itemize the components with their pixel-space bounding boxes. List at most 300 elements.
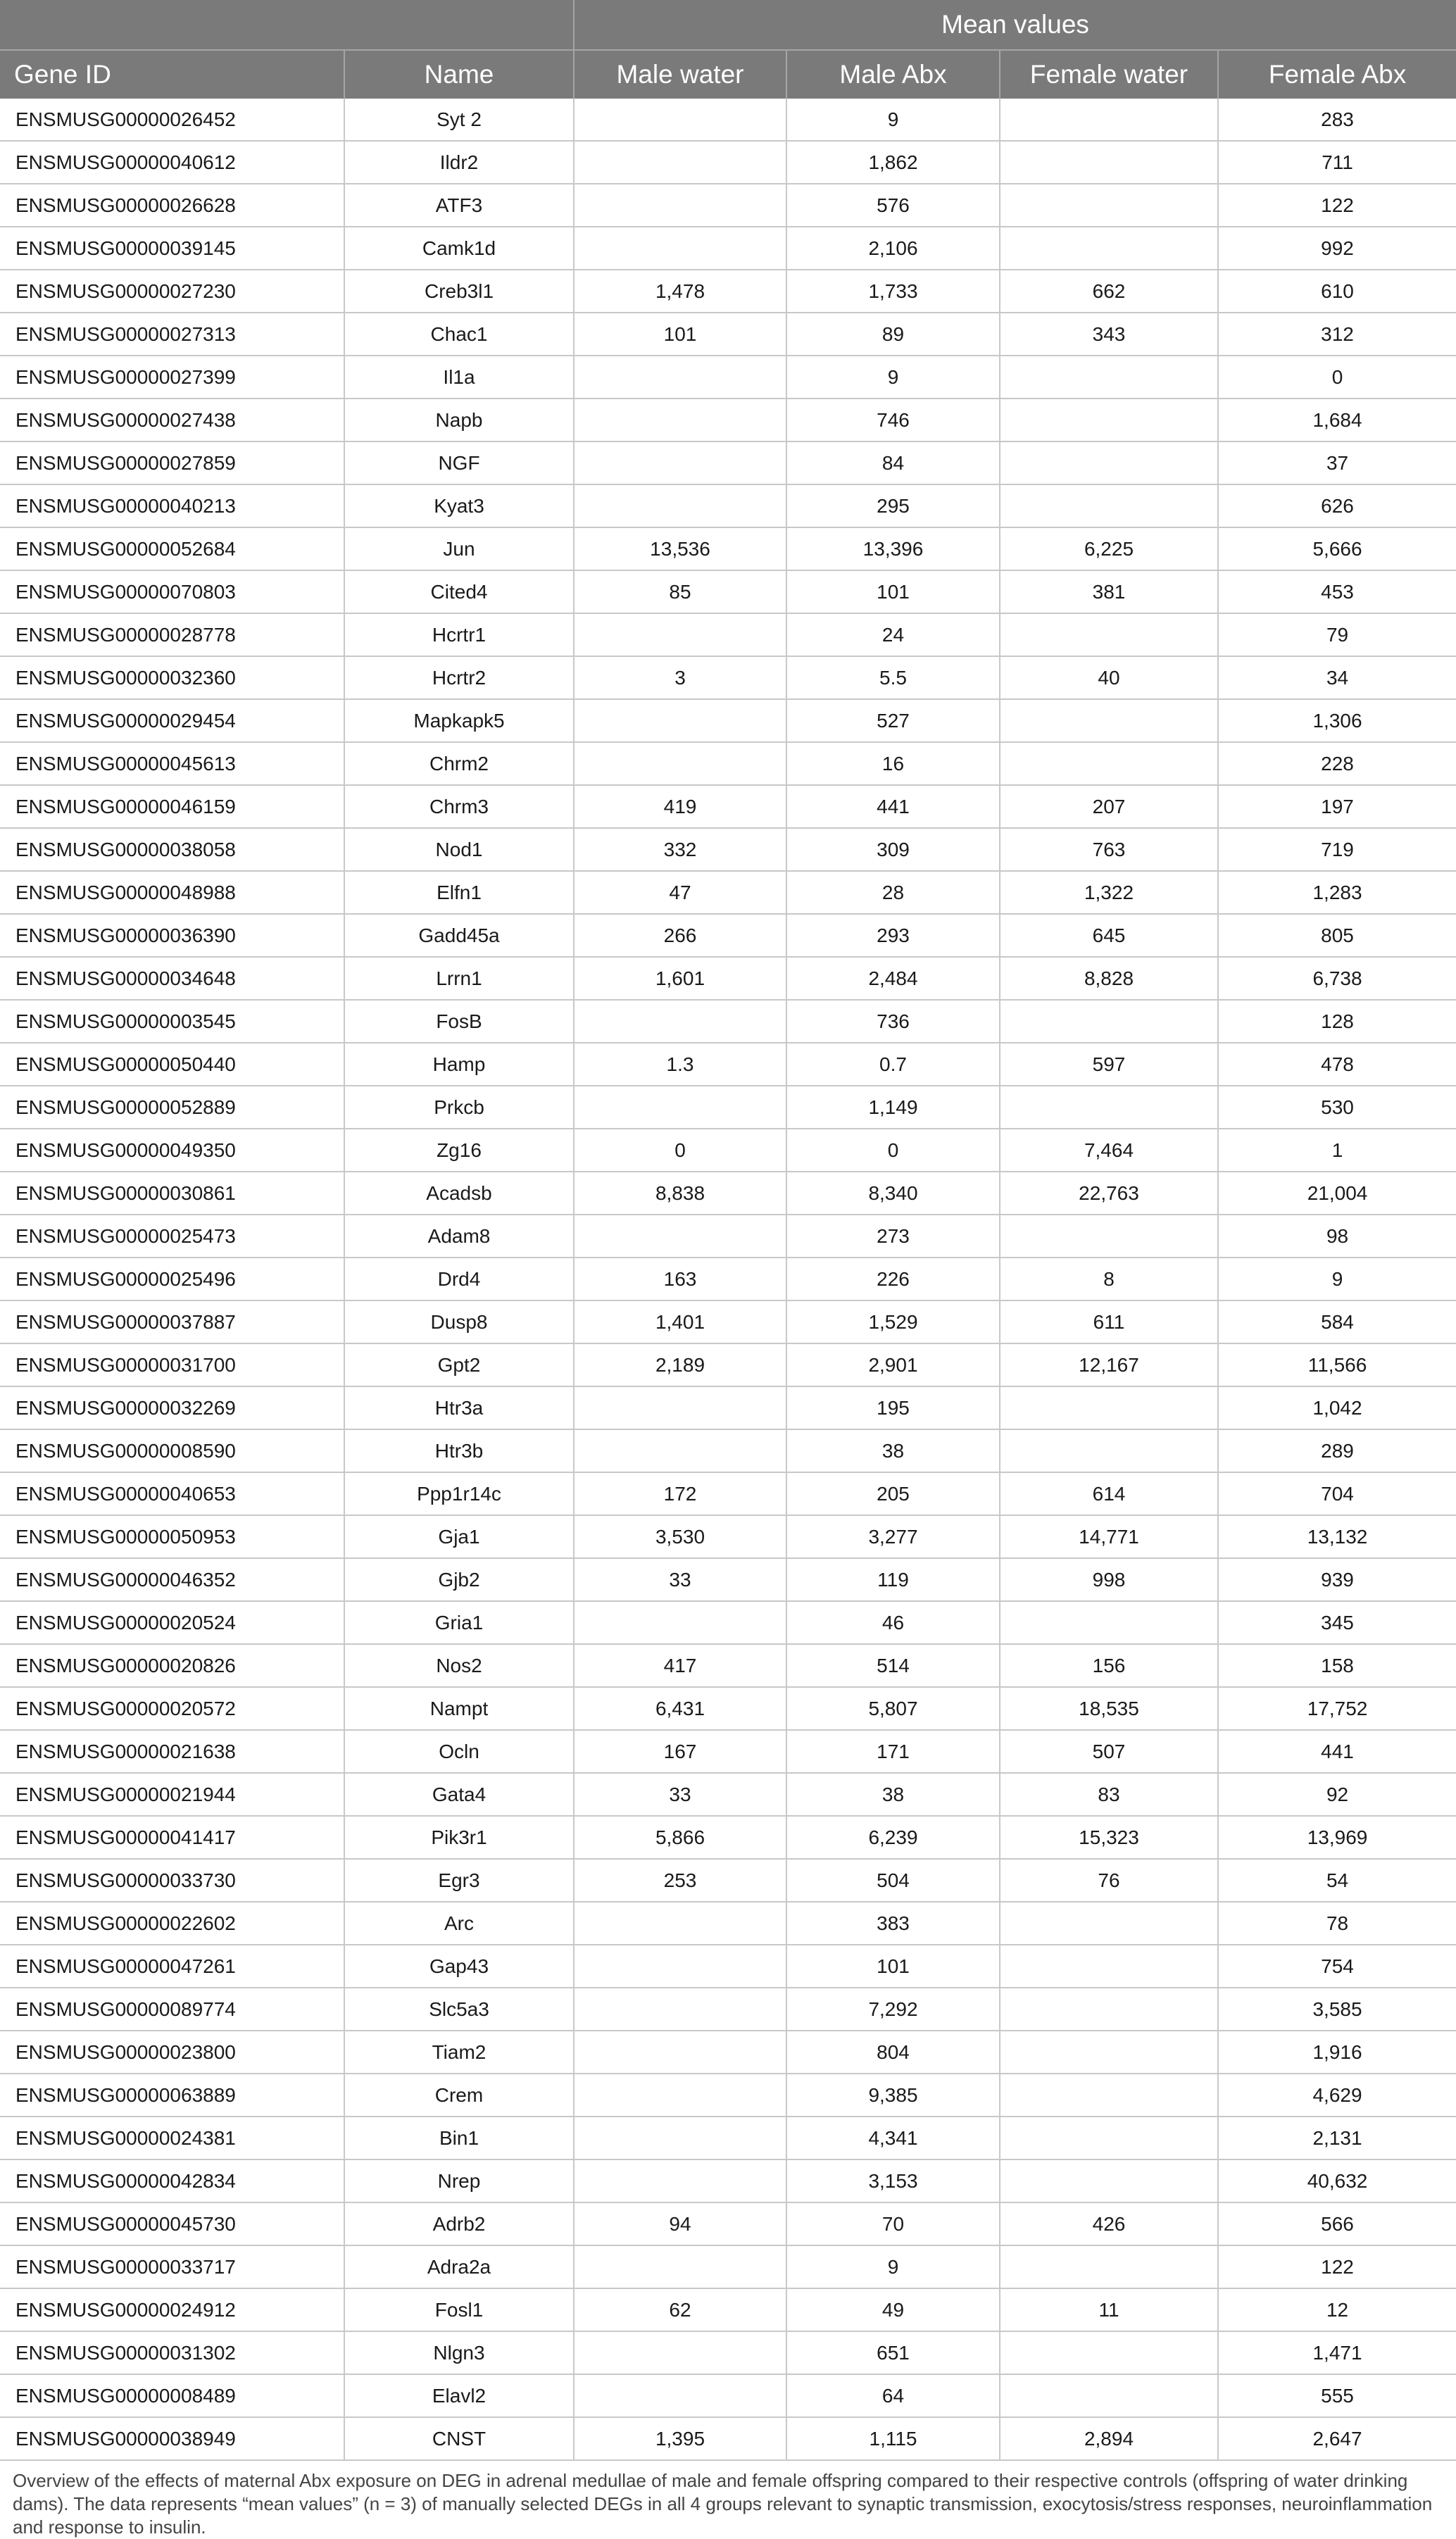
female-water-cell: 1,322 xyxy=(1000,871,1218,914)
gene-id-cell: ENSMUSG00000026628 xyxy=(0,184,344,227)
male-abx-cell: 101 xyxy=(786,1945,1000,1988)
gene-id-cell: ENSMUSG00000032360 xyxy=(0,656,344,699)
male-abx-cell: 2,484 xyxy=(786,957,1000,1000)
female-abx-cell: 1,684 xyxy=(1218,399,1456,441)
gene-id-cell: ENSMUSG00000034648 xyxy=(0,957,344,1000)
female-abx-cell: 555 xyxy=(1218,2374,1456,2417)
female-abx-cell: 566 xyxy=(1218,2202,1456,2245)
gene-id-cell: ENSMUSG00000020524 xyxy=(0,1601,344,1644)
name-cell: Gria1 xyxy=(344,1601,574,1644)
male-water-cell xyxy=(574,227,786,270)
male-abx-cell: 49 xyxy=(786,2288,1000,2331)
male-water-cell xyxy=(574,399,786,441)
name-cell: Kyat3 xyxy=(344,484,574,527)
gene-id-cell: ENSMUSG00000020826 xyxy=(0,1644,344,1687)
female-abx-cell: 34 xyxy=(1218,656,1456,699)
group-header-row xyxy=(0,0,1456,50)
female-abx-cell: 0 xyxy=(1218,356,1456,399)
male-abx-cell: 38 xyxy=(786,1429,1000,1472)
female-water-cell xyxy=(1000,1988,1218,2031)
gene-id-cell: ENSMUSG00000050953 xyxy=(0,1515,344,1558)
male-water-cell: 1,401 xyxy=(574,1300,786,1343)
male-water-cell xyxy=(574,1945,786,1988)
female-water-cell xyxy=(1000,356,1218,399)
female-abx-cell: 78 xyxy=(1218,1902,1456,1945)
female-abx-cell: 158 xyxy=(1218,1644,1456,1687)
table-header xyxy=(0,0,1456,99)
male-water-cell: 1.3 xyxy=(574,1043,786,1086)
name-cell: Ocln xyxy=(344,1730,574,1773)
gene-id-cell: ENSMUSG00000022602 xyxy=(0,1902,344,1945)
female-water-cell xyxy=(1000,699,1218,742)
male-water-cell: 1,478 xyxy=(574,270,786,313)
male-abx-cell: 0.7 xyxy=(786,1043,1000,1086)
male-abx-cell: 273 xyxy=(786,1215,1000,1258)
male-water-cell: 101 xyxy=(574,313,786,356)
female-abx-cell: 719 xyxy=(1218,828,1456,871)
gene-id-cell: ENSMUSG00000029454 xyxy=(0,699,344,742)
table-row xyxy=(0,699,1456,742)
female-water-cell: 12,167 xyxy=(1000,1343,1218,1386)
male-water-cell xyxy=(574,141,786,184)
female-abx-cell: 939 xyxy=(1218,1558,1456,1601)
female-abx-cell: 11,566 xyxy=(1218,1343,1456,1386)
name-cell: Pik3r1 xyxy=(344,1816,574,1859)
column-header-female-water: Female water xyxy=(1000,50,1218,99)
female-abx-cell: 197 xyxy=(1218,785,1456,828)
gene-id-cell: ENSMUSG00000008590 xyxy=(0,1429,344,1472)
male-abx-cell: 2,901 xyxy=(786,1343,1000,1386)
male-water-cell xyxy=(574,1086,786,1129)
gene-id-cell: ENSMUSG00000027399 xyxy=(0,356,344,399)
male-water-cell: 253 xyxy=(574,1859,786,1902)
gene-id-cell: ENSMUSG00000052889 xyxy=(0,1086,344,1129)
name-cell: Ildr2 xyxy=(344,141,574,184)
male-abx-cell: 171 xyxy=(786,1730,1000,1773)
female-water-cell xyxy=(1000,1429,1218,1472)
male-abx-cell: 46 xyxy=(786,1601,1000,1644)
name-cell: Drd4 xyxy=(344,1258,574,1300)
male-abx-cell: 3,277 xyxy=(786,1515,1000,1558)
column-header-male-abx: Male Abx xyxy=(786,50,1000,99)
female-water-cell: 11 xyxy=(1000,2288,1218,2331)
gene-id-cell: ENSMUSG00000045730 xyxy=(0,2202,344,2245)
table-row xyxy=(0,2074,1456,2117)
male-water-cell xyxy=(574,1215,786,1258)
table-row xyxy=(0,1343,1456,1386)
table-row xyxy=(0,1172,1456,1215)
female-abx-cell: 312 xyxy=(1218,313,1456,356)
gene-id-cell: ENSMUSG00000023800 xyxy=(0,2031,344,2074)
male-abx-cell: 1,115 xyxy=(786,2417,1000,2460)
table-row xyxy=(0,2031,1456,2074)
gene-id-cell: ENSMUSG00000033730 xyxy=(0,1859,344,1902)
male-abx-cell: 0 xyxy=(786,1129,1000,1172)
table-row xyxy=(0,313,1456,356)
female-water-cell xyxy=(1000,2074,1218,2117)
female-water-cell: 8 xyxy=(1000,1258,1218,1300)
female-abx-cell: 345 xyxy=(1218,1601,1456,1644)
male-abx-cell: 383 xyxy=(786,1902,1000,1945)
male-abx-cell: 527 xyxy=(786,699,1000,742)
name-cell: Arc xyxy=(344,1902,574,1945)
female-water-cell: 426 xyxy=(1000,2202,1218,2245)
name-cell: Bin1 xyxy=(344,2117,574,2159)
female-water-cell: 6,225 xyxy=(1000,527,1218,570)
name-cell: Gadd45a xyxy=(344,914,574,957)
gene-id-cell: ENSMUSG00000040653 xyxy=(0,1472,344,1515)
male-water-cell xyxy=(574,2331,786,2374)
male-abx-cell: 6,239 xyxy=(786,1816,1000,1859)
name-cell: Acadsb xyxy=(344,1172,574,1215)
gene-id-cell: ENSMUSG00000028778 xyxy=(0,613,344,656)
female-abx-cell: 626 xyxy=(1218,484,1456,527)
name-cell: Gpt2 xyxy=(344,1343,574,1386)
gene-id-cell: ENSMUSG00000025473 xyxy=(0,1215,344,1258)
male-water-cell xyxy=(574,2159,786,2202)
table-row xyxy=(0,1945,1456,1988)
table-row xyxy=(0,871,1456,914)
table-row xyxy=(0,1215,1456,1258)
table-row xyxy=(0,2374,1456,2417)
female-abx-cell: 1,471 xyxy=(1218,2331,1456,2374)
male-abx-cell: 293 xyxy=(786,914,1000,957)
female-abx-cell: 453 xyxy=(1218,570,1456,613)
table-row xyxy=(0,1601,1456,1644)
gene-id-cell: ENSMUSG00000036390 xyxy=(0,914,344,957)
name-cell: NGF xyxy=(344,441,574,484)
gene-id-cell: ENSMUSG00000049350 xyxy=(0,1129,344,1172)
female-water-cell: 18,535 xyxy=(1000,1687,1218,1730)
table-row xyxy=(0,2417,1456,2460)
male-abx-cell: 64 xyxy=(786,2374,1000,2417)
male-water-cell xyxy=(574,1988,786,2031)
male-water-cell xyxy=(574,356,786,399)
table-row xyxy=(0,527,1456,570)
name-cell: Ppp1r14c xyxy=(344,1472,574,1515)
male-abx-cell: 101 xyxy=(786,570,1000,613)
male-abx-cell: 9,385 xyxy=(786,2074,1000,2117)
male-abx-cell: 1,529 xyxy=(786,1300,1000,1343)
gene-id-cell: ENSMUSG00000027313 xyxy=(0,313,344,356)
female-abx-cell: 13,132 xyxy=(1218,1515,1456,1558)
table-row xyxy=(0,957,1456,1000)
male-water-cell: 3 xyxy=(574,656,786,699)
male-abx-cell: 226 xyxy=(786,1258,1000,1300)
female-water-cell: 662 xyxy=(1000,270,1218,313)
gene-id-cell: ENSMUSG00000070803 xyxy=(0,570,344,613)
female-water-cell xyxy=(1000,2159,1218,2202)
table-row xyxy=(0,1687,1456,1730)
male-water-cell xyxy=(574,1902,786,1945)
name-cell: Egr3 xyxy=(344,1859,574,1902)
female-water-cell xyxy=(1000,2031,1218,2074)
name-cell: Zg16 xyxy=(344,1129,574,1172)
gene-id-cell: ENSMUSG00000024381 xyxy=(0,2117,344,2159)
column-header-female-abx: Female Abx xyxy=(1218,50,1456,99)
gene-id-cell: ENSMUSG00000038949 xyxy=(0,2417,344,2460)
name-cell: Cited4 xyxy=(344,570,574,613)
table-row xyxy=(0,2159,1456,2202)
male-abx-cell: 651 xyxy=(786,2331,1000,2374)
name-cell: CNST xyxy=(344,2417,574,2460)
female-abx-cell: 5,666 xyxy=(1218,527,1456,570)
female-water-cell: 614 xyxy=(1000,1472,1218,1515)
female-abx-cell: 6,738 xyxy=(1218,957,1456,1000)
female-water-cell xyxy=(1000,1945,1218,1988)
gene-id-cell: ENSMUSG00000032269 xyxy=(0,1386,344,1429)
name-cell: Nos2 xyxy=(344,1644,574,1687)
female-abx-cell: 992 xyxy=(1218,227,1456,270)
gene-id-cell: ENSMUSG00000046159 xyxy=(0,785,344,828)
table-row xyxy=(0,356,1456,399)
female-water-cell xyxy=(1000,1000,1218,1043)
name-cell: Chrm2 xyxy=(344,742,574,785)
male-water-cell xyxy=(574,184,786,227)
table-row xyxy=(0,1859,1456,1902)
female-abx-cell: 98 xyxy=(1218,1215,1456,1258)
name-cell: Fosl1 xyxy=(344,2288,574,2331)
female-abx-cell: 289 xyxy=(1218,1429,1456,1472)
table-row xyxy=(0,2117,1456,2159)
female-water-cell xyxy=(1000,399,1218,441)
female-water-cell: 83 xyxy=(1000,1773,1218,1816)
gene-id-cell: ENSMUSG00000033717 xyxy=(0,2245,344,2288)
male-abx-cell: 119 xyxy=(786,1558,1000,1601)
name-cell: Htr3a xyxy=(344,1386,574,1429)
gene-id-cell: ENSMUSG00000031302 xyxy=(0,2331,344,2374)
female-abx-cell: 584 xyxy=(1218,1300,1456,1343)
name-cell: Prkcb xyxy=(344,1086,574,1129)
table-row xyxy=(0,742,1456,785)
female-water-cell xyxy=(1000,2374,1218,2417)
name-cell: Camk1d xyxy=(344,227,574,270)
male-abx-cell: 1,862 xyxy=(786,141,1000,184)
name-cell: Nod1 xyxy=(344,828,574,871)
gene-id-cell: ENSMUSG00000008489 xyxy=(0,2374,344,2417)
female-abx-cell: 704 xyxy=(1218,1472,1456,1515)
table-row xyxy=(0,2288,1456,2331)
female-water-cell xyxy=(1000,1215,1218,1258)
gene-id-cell: ENSMUSG00000042834 xyxy=(0,2159,344,2202)
male-water-cell xyxy=(574,1386,786,1429)
male-water-cell: 8,838 xyxy=(574,1172,786,1215)
female-abx-cell: 283 xyxy=(1218,99,1456,141)
gene-id-cell: ENSMUSG00000038058 xyxy=(0,828,344,871)
table-row xyxy=(0,1558,1456,1601)
female-abx-cell: 54 xyxy=(1218,1859,1456,1902)
male-water-cell: 2,189 xyxy=(574,1343,786,1386)
male-abx-cell: 295 xyxy=(786,484,1000,527)
male-water-cell xyxy=(574,1601,786,1644)
gene-id-cell: ENSMUSG00000050440 xyxy=(0,1043,344,1086)
male-abx-cell: 5.5 xyxy=(786,656,1000,699)
female-water-cell xyxy=(1000,1386,1218,1429)
gene-id-cell: ENSMUSG00000063889 xyxy=(0,2074,344,2117)
male-abx-cell: 24 xyxy=(786,613,1000,656)
female-water-cell: 7,464 xyxy=(1000,1129,1218,1172)
female-abx-cell: 2,131 xyxy=(1218,2117,1456,2159)
female-water-cell: 611 xyxy=(1000,1300,1218,1343)
table-row xyxy=(0,1644,1456,1687)
female-water-cell: 381 xyxy=(1000,570,1218,613)
name-cell: Slc5a3 xyxy=(344,1988,574,2031)
name-cell: Mapkapk5 xyxy=(344,699,574,742)
male-abx-cell: 576 xyxy=(786,184,1000,227)
male-abx-cell: 8,340 xyxy=(786,1172,1000,1215)
female-abx-cell: 2,647 xyxy=(1218,2417,1456,2460)
female-abx-cell: 1,916 xyxy=(1218,2031,1456,2074)
gene-id-cell: ENSMUSG00000037887 xyxy=(0,1300,344,1343)
male-abx-cell: 4,341 xyxy=(786,2117,1000,2159)
name-cell: Gata4 xyxy=(344,1773,574,1816)
male-water-cell: 1,395 xyxy=(574,2417,786,2460)
male-water-cell: 33 xyxy=(574,1773,786,1816)
female-abx-cell: 754 xyxy=(1218,1945,1456,1988)
gene-id-cell: ENSMUSG00000052684 xyxy=(0,527,344,570)
gene-id-cell: ENSMUSG00000045613 xyxy=(0,742,344,785)
female-abx-cell: 530 xyxy=(1218,1086,1456,1129)
female-abx-cell: 1,306 xyxy=(1218,699,1456,742)
male-abx-cell: 13,396 xyxy=(786,527,1000,570)
male-water-cell: 163 xyxy=(574,1258,786,1300)
female-abx-cell: 1 xyxy=(1218,1129,1456,1172)
table-row xyxy=(0,141,1456,184)
name-cell: Chac1 xyxy=(344,313,574,356)
name-cell: Adam8 xyxy=(344,1215,574,1258)
table-row xyxy=(0,613,1456,656)
male-water-cell: 47 xyxy=(574,871,786,914)
female-water-cell: 8,828 xyxy=(1000,957,1218,1000)
male-water-cell: 266 xyxy=(574,914,786,957)
gene-id-cell: ENSMUSG00000021944 xyxy=(0,1773,344,1816)
male-abx-cell: 89 xyxy=(786,313,1000,356)
name-cell: Chrm3 xyxy=(344,785,574,828)
gene-id-cell: ENSMUSG00000027859 xyxy=(0,441,344,484)
male-water-cell: 167 xyxy=(574,1730,786,1773)
name-cell: Gjb2 xyxy=(344,1558,574,1601)
table-row xyxy=(0,914,1456,957)
gene-id-cell: ENSMUSG00000047261 xyxy=(0,1945,344,1988)
female-water-cell: 22,763 xyxy=(1000,1172,1218,1215)
column-header-male-water: Male water xyxy=(574,50,786,99)
male-abx-cell: 38 xyxy=(786,1773,1000,1816)
male-water-cell xyxy=(574,2117,786,2159)
name-cell: Il1a xyxy=(344,356,574,399)
male-water-cell: 5,866 xyxy=(574,1816,786,1859)
table-row xyxy=(0,785,1456,828)
male-abx-cell: 2,106 xyxy=(786,227,1000,270)
gene-id-cell: ENSMUSG00000040213 xyxy=(0,484,344,527)
female-abx-cell: 4,629 xyxy=(1218,2074,1456,2117)
gene-id-cell: ENSMUSG00000003545 xyxy=(0,1000,344,1043)
table-row xyxy=(0,1515,1456,1558)
female-abx-cell: 122 xyxy=(1218,2245,1456,2288)
table-row xyxy=(0,1043,1456,1086)
female-abx-cell: 1,283 xyxy=(1218,871,1456,914)
column-header-name: Name xyxy=(344,50,574,99)
male-abx-cell: 5,807 xyxy=(786,1687,1000,1730)
male-water-cell: 0 xyxy=(574,1129,786,1172)
male-abx-cell: 441 xyxy=(786,785,1000,828)
name-cell: Gja1 xyxy=(344,1515,574,1558)
table-row xyxy=(0,2245,1456,2288)
female-water-cell: 507 xyxy=(1000,1730,1218,1773)
gene-id-cell: ENSMUSG00000031700 xyxy=(0,1343,344,1386)
table-row xyxy=(0,2202,1456,2245)
female-abx-cell: 12 xyxy=(1218,2288,1456,2331)
name-cell: Nlgn3 xyxy=(344,2331,574,2374)
name-cell: Crem xyxy=(344,2074,574,2117)
female-abx-cell: 13,969 xyxy=(1218,1816,1456,1859)
table-row xyxy=(0,1816,1456,1859)
male-abx-cell: 7,292 xyxy=(786,1988,1000,2031)
column-header-gene-id: Gene ID xyxy=(0,50,344,99)
table-row xyxy=(0,1300,1456,1343)
table-row xyxy=(0,270,1456,313)
female-abx-cell: 128 xyxy=(1218,1000,1456,1043)
name-cell: Elfn1 xyxy=(344,871,574,914)
gene-id-cell: ENSMUSG00000021638 xyxy=(0,1730,344,1773)
gene-id-cell: ENSMUSG00000048988 xyxy=(0,871,344,914)
female-abx-cell: 1,042 xyxy=(1218,1386,1456,1429)
male-abx-cell: 9 xyxy=(786,356,1000,399)
table-row xyxy=(0,441,1456,484)
table-row xyxy=(0,484,1456,527)
male-abx-cell: 514 xyxy=(786,1644,1000,1687)
male-water-cell: 6,431 xyxy=(574,1687,786,1730)
male-water-cell: 33 xyxy=(574,1558,786,1601)
gene-id-cell: ENSMUSG00000089774 xyxy=(0,1988,344,2031)
male-water-cell xyxy=(574,441,786,484)
male-abx-cell: 1,149 xyxy=(786,1086,1000,1129)
female-water-cell: 2,894 xyxy=(1000,2417,1218,2460)
name-cell: Lrrn1 xyxy=(344,957,574,1000)
name-cell: Gap43 xyxy=(344,1945,574,1988)
gene-id-cell: ENSMUSG00000030861 xyxy=(0,1172,344,1215)
name-cell: Adrb2 xyxy=(344,2202,574,2245)
female-abx-cell: 17,752 xyxy=(1218,1687,1456,1730)
female-water-cell xyxy=(1000,2117,1218,2159)
group-header-spacer xyxy=(0,0,574,50)
table-row xyxy=(0,828,1456,871)
table-row xyxy=(0,1988,1456,2031)
female-water-cell xyxy=(1000,227,1218,270)
gene-id-cell: ENSMUSG00000025496 xyxy=(0,1258,344,1300)
male-water-cell xyxy=(574,699,786,742)
column-header-row xyxy=(0,50,1456,99)
table-row xyxy=(0,399,1456,441)
female-water-cell: 14,771 xyxy=(1000,1515,1218,1558)
female-water-cell xyxy=(1000,613,1218,656)
table-row xyxy=(0,99,1456,141)
name-cell: Htr3b xyxy=(344,1429,574,1472)
female-abx-cell: 3,585 xyxy=(1218,1988,1456,2031)
male-abx-cell: 9 xyxy=(786,99,1000,141)
male-water-cell xyxy=(574,2031,786,2074)
male-abx-cell: 1,733 xyxy=(786,270,1000,313)
female-abx-cell: 37 xyxy=(1218,441,1456,484)
male-water-cell: 13,536 xyxy=(574,527,786,570)
name-cell: Nrep xyxy=(344,2159,574,2202)
female-abx-cell: 711 xyxy=(1218,141,1456,184)
gene-id-cell: ENSMUSG00000024912 xyxy=(0,2288,344,2331)
female-water-cell xyxy=(1000,184,1218,227)
male-water-cell xyxy=(574,484,786,527)
female-water-cell: 763 xyxy=(1000,828,1218,871)
female-abx-cell: 40,632 xyxy=(1218,2159,1456,2202)
male-water-cell xyxy=(574,2245,786,2288)
